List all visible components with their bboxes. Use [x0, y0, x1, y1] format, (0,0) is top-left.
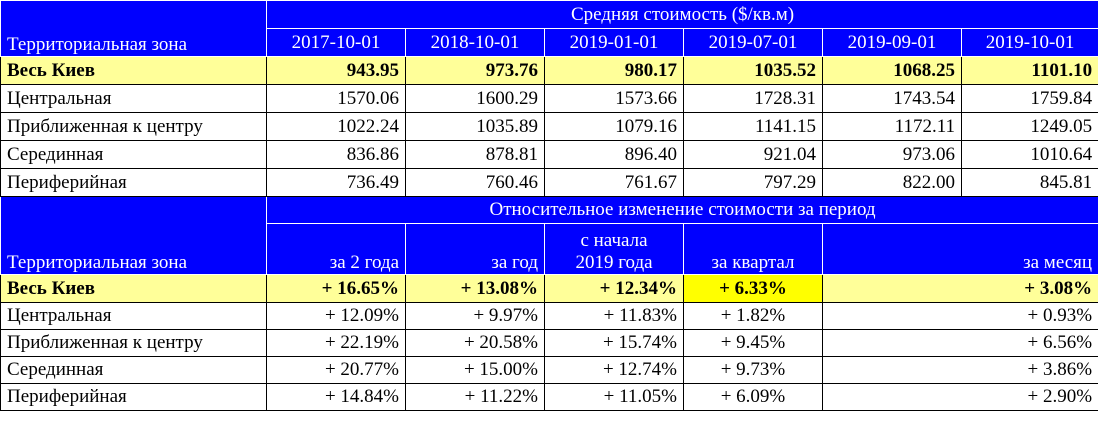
change-value: + 11.05%	[545, 384, 684, 411]
change-value: + 15.74%	[545, 330, 684, 357]
price-value: 973.76	[406, 57, 545, 85]
change-value: + 9.45%	[684, 330, 823, 357]
price-value: 1172.11	[823, 113, 962, 141]
period-header: за месяц	[823, 224, 1098, 275]
change-value: + 11.83%	[545, 303, 684, 330]
period-header: с начала 2019 года	[545, 224, 684, 275]
period-header: за год	[406, 224, 545, 275]
zone-name: Серединная	[1, 357, 267, 384]
change-value: + 12.09%	[267, 303, 406, 330]
price-value: 761.67	[545, 169, 684, 197]
zone-name: Периферийная	[1, 169, 267, 197]
zone-name: Весь Киев	[1, 57, 267, 85]
price-value: 1570.06	[267, 85, 406, 113]
table-row	[1, 85, 1098, 113]
price-value: 973.06	[823, 141, 962, 169]
table-row	[1, 57, 1098, 85]
price-value: 921.04	[684, 141, 823, 169]
zone-name: Периферийная	[1, 384, 267, 411]
zone-name: Серединная	[1, 141, 267, 169]
change-value: + 3.08%	[823, 275, 1098, 303]
zone-name: Весь Киев	[1, 275, 267, 303]
price-value: 1035.89	[406, 113, 545, 141]
price-value: 1249.05	[962, 113, 1098, 141]
price-value: 878.81	[406, 141, 545, 169]
price-value: 797.29	[684, 169, 823, 197]
period-header: за квартал	[684, 224, 823, 275]
change-value: + 13.08%	[406, 275, 545, 303]
change-value: + 0.93%	[823, 303, 1098, 330]
change-value: + 1.82%	[684, 303, 823, 330]
date-header: 2019-07-01	[684, 29, 823, 57]
change-value: + 20.77%	[267, 357, 406, 384]
table-row	[1, 113, 1098, 141]
change-value: + 2.90%	[823, 384, 1098, 411]
table-row	[1, 330, 1098, 357]
price-value: 1743.54	[823, 85, 962, 113]
zone-name: Центральная	[1, 85, 267, 113]
table-row	[1, 169, 1098, 197]
bottom-group-header-row	[1, 197, 1098, 224]
table-row	[1, 384, 1098, 411]
price-value: 1022.24	[267, 113, 406, 141]
date-header: 2019-10-01	[962, 29, 1098, 57]
table-row	[1, 303, 1098, 330]
price-value: 1068.25	[823, 57, 962, 85]
period-header: за 2 года	[267, 224, 406, 275]
bottom-group-header: Относительное изменение стоимости за период	[267, 197, 1098, 224]
date-header: 2019-09-01	[823, 29, 962, 57]
table-row	[1, 275, 1098, 303]
zone-name: Центральная	[1, 303, 267, 330]
table-row	[1, 141, 1098, 169]
price-value: 1101.10	[962, 57, 1098, 85]
change-value: + 22.19%	[267, 330, 406, 357]
change-value: + 15.00%	[406, 357, 545, 384]
price-value: 980.17	[545, 57, 684, 85]
change-value: + 11.22%	[406, 384, 545, 411]
change-value: + 6.33%	[684, 275, 823, 303]
change-value: + 16.65%	[267, 275, 406, 303]
price-value: 1010.64	[962, 141, 1098, 169]
zone-name: Приближенная к центру	[1, 113, 267, 141]
top-group-header-row	[1, 1, 1098, 29]
price-value: 896.40	[545, 141, 684, 169]
zone-name: Приближенная к центру	[1, 330, 267, 357]
price-value: 845.81	[962, 169, 1098, 197]
table-row	[1, 357, 1098, 384]
date-header: 2017-10-01	[267, 29, 406, 57]
top-zone-header: Территориальная зона	[1, 1, 267, 57]
top-group-header: Средняя стоимость ($/кв.м)	[267, 1, 1098, 29]
change-value: + 20.58%	[406, 330, 545, 357]
price-value: 836.86	[267, 141, 406, 169]
price-value: 760.46	[406, 169, 545, 197]
change-value: + 12.74%	[545, 357, 684, 384]
price-value: 943.95	[267, 57, 406, 85]
price-value: 1035.52	[684, 57, 823, 85]
date-header: 2018-10-01	[406, 29, 545, 57]
price-value: 1759.84	[962, 85, 1098, 113]
change-value: + 6.56%	[823, 330, 1098, 357]
change-value: + 9.73%	[684, 357, 823, 384]
price-value: 736.49	[267, 169, 406, 197]
change-value: + 12.34%	[545, 275, 684, 303]
change-value: + 9.97%	[406, 303, 545, 330]
bottom-zone-header: Территориальная зона	[1, 197, 267, 275]
price-value: 1573.66	[545, 85, 684, 113]
price-value: 1728.31	[684, 85, 823, 113]
price-value: 1079.16	[545, 113, 684, 141]
price-value: 1600.29	[406, 85, 545, 113]
price-value: 822.00	[823, 169, 962, 197]
change-value: + 6.09%	[684, 384, 823, 411]
date-header: 2019-01-01	[545, 29, 684, 57]
change-value: + 14.84%	[267, 384, 406, 411]
price-value: 1141.15	[684, 113, 823, 141]
change-value: + 3.86%	[823, 357, 1098, 384]
